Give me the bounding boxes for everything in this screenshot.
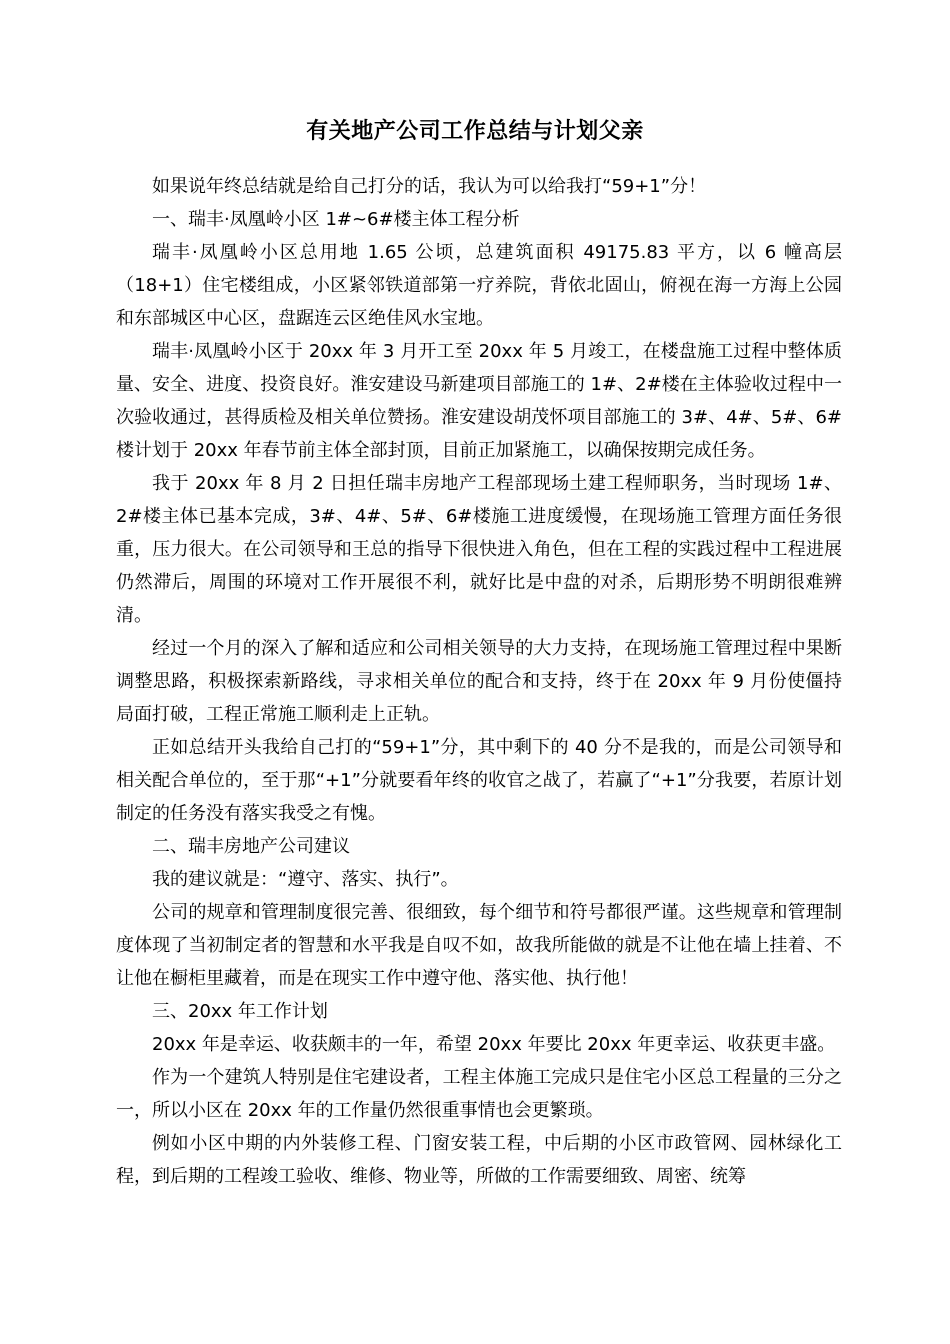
paragraph: 20xx 年是幸运、收获颇丰的一年，希望 20xx 年要比 20xx 年更幸运、收获更丰盛。: [152, 1034, 836, 1055]
document-title: 有关地产公司工作总结与计划父亲: [306, 119, 644, 144]
paragraph: 例如小区中期的内外装修工程、门窗安装工程，中后期的小区市政管网、园林绿化工程，到后期的工程竣工验收、维修、物业等，所做的工作需要细致、周密、统筹: [116, 1133, 842, 1187]
document-body: [116, 170, 842, 1193]
paragraph: 经过一个月的深入了解和适应和公司相关领导的大力支持，在现场施工管理过程中果断调整思路，积极探索新路线，寻求相关单位的配合和支持，终于在 20xx 年 9 月份使僵持局面打破，工程正常施工顺利走上正轨。: [116, 638, 842, 725]
paragraph: 正如总结开头我给自己打的“59+1”分，其中剩下的 40 分不是我的，而是公司领导和相关配合单位的，至于那“+1”分就要看年终的收官之战了，若赢了“+1”分我要，若原计划制定的任务没有落实我受之有愧。: [116, 737, 842, 824]
paragraph-intro: 如果说年终总结就是给自己打分的话，我认为可以给我打“59+1”分！: [152, 176, 707, 197]
paragraph: 瑞丰·凤凰岭小区总用地 1.65 公顷，总建筑面积 49175.83 平方，以 6 幢高层（18+1）住宅楼组成，小区紧邻铁道部第一疗养院，背依北固山，俯视在海一方海上公园和东部城区中心区，盘踞连云区绝佳风水宝地。: [116, 242, 842, 329]
paragraph: 我于 20xx 年 8 月 2 日担任瑞丰房地产工程部现场土建工程师职务，当时现场 1#、2#楼主体已基本完成，3#、4#、5#、6#楼施工进度缓慢，在现场施工管理方面任务很重，压力很大。在公司领导和王总的指导下很快进入角色，但在工程的实践过程中工程进展仍然滞后，周围的环境对工作开展很不利，就好比是中盘的对杀，后期形势不明朗很难辨清。: [116, 473, 842, 626]
paragraph: 作为一个建筑人特别是住宅建设者，工程主体施工完成只是住宅小区总工程量的三分之一，所以小区在 20xx 年的工作量仍然很重事情也会更繁琐。: [116, 1067, 842, 1121]
section-heading-1: 一、瑞丰·凤凰岭小区 1#~6#楼主体工程分析: [152, 209, 520, 230]
section-heading-2: 二、瑞丰房地产公司建议: [152, 836, 350, 857]
paragraph: 公司的规章和管理制度很完善、很细致，每个细节和符号都很严谨。这些规章和管理制度体现了当初制定者的智慧和水平我是自叹不如，故我所能做的就是不让他在墙上挂着、不让他在橱柜里藏着，而是在现实工作中遵守他、落实他、执行他！: [116, 902, 842, 989]
paragraph: 我的建议就是：“遵守、落实、执行”。: [152, 869, 459, 890]
paragraph: 瑞丰·凤凰岭小区于 20xx 年 3 月开工至 20xx 年 5 月竣工，在楼盘施工过程中整体质量、安全、进度、投资良好。淮安建设马新建项目部施工的 1#、2#楼在主体验收过程中一次验收通过，甚得质检及相关单位赞扬。淮安建设胡茂怀项目部施工的 3#、4#、5#、6#楼计划于 20xx 年春节前主体全部封顶，目前正加紧施工，以确保按期完成任务。: [116, 341, 842, 461]
section-heading-3: 三、20xx 年工作计划: [152, 1001, 328, 1022]
